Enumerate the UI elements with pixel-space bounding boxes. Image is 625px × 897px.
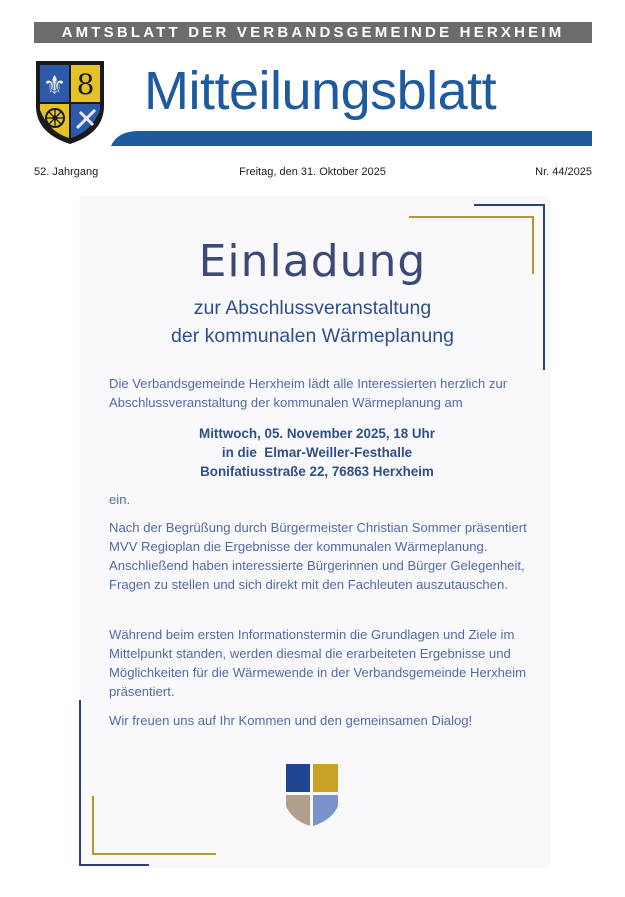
subtitle-line-1: zur Abschlussveranstaltung <box>193 297 432 319</box>
invitation-subtitle <box>0 294 625 350</box>
invitation-title: Einladung <box>198 236 427 287</box>
issue-date: Freitag, den 31. Oktober 2025 <box>239 166 386 178</box>
banner: AMTSBLATT DER VERBANDSGEMEINDE HERXHEIM <box>34 22 592 43</box>
paragraph-results: Während beim ersten Informationstermin die Grundlagen und Ziele im Mittelpunkt standen, werden diesmal die erarbeiteten Ergebnisse und Möglichkeiten für die Wärmewende in der Verbandsgemeinde Herxheim präsentiert. <box>109 627 527 699</box>
gold-corner-line-left <box>92 796 94 854</box>
navy-corner-line-bottom <box>79 864 149 866</box>
event-details <box>109 424 525 481</box>
shield-logo-icon <box>286 764 338 826</box>
volume-label: 52. Jahrgang <box>34 166 99 178</box>
subtitle-line-2: der kommunalen Wärmeplanung <box>171 325 454 347</box>
masthead-swoosh <box>111 128 592 146</box>
navy-corner-line-left <box>79 700 81 866</box>
issue-number: Nr. 44/2025 <box>535 166 592 178</box>
event-venue: in die Elmar-Weiller-Festhalle <box>221 445 413 460</box>
closing-paragraph: Wir freuen uns auf Ihr Kommen und den gemeinsamen Dialog! <box>109 713 473 728</box>
svg-text:⚜: ⚜ <box>42 71 67 101</box>
ein-text: ein. <box>109 492 131 507</box>
gold-corner-line-bottom <box>92 853 216 855</box>
gold-corner-line-top <box>409 216 533 218</box>
svg-text:8: 8 <box>76 68 95 101</box>
paragraph-program: Nach der Begrüßung durch Bürgermeister Christian Sommer präsentiert MVV Regioplan die Ergebnisse der kommunalen Wärmeplanung. Anschließend haben interessierte Bürgerinnen und Bürger Gelegenheit, Fragen zu stellen und sich direkt mit den Fachleuten auszutauschen. <box>109 520 527 592</box>
intro-paragraph: Die Verbandsgemeinde Herxheim lädt alle Interessierten herzlich zur Abschlussveranstaltung der kommunalen Wärmeplanung am <box>109 376 508 410</box>
navy-corner-line-top <box>474 204 544 206</box>
event-address: Bonifatiusstraße 22, 76863 Herxheim <box>200 464 434 479</box>
event-datetime: Mittwoch, 05. November 2025, 18 Uhr <box>199 426 435 441</box>
coat-of-arms-icon <box>33 58 107 146</box>
masthead-title: Mitteilungsblatt <box>144 61 497 121</box>
